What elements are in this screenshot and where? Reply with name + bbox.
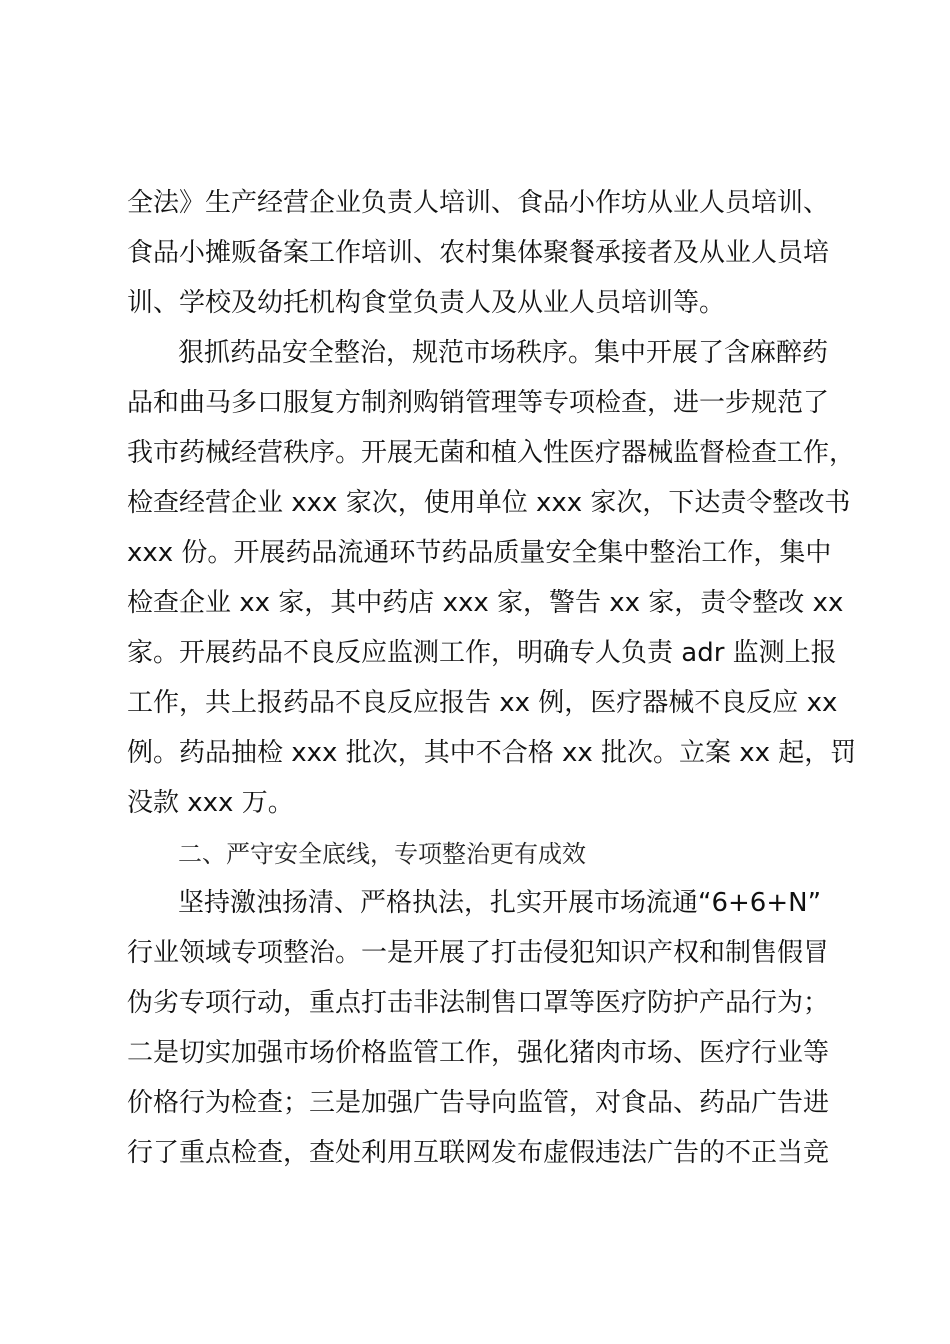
- text-line: 伪劣专项行动，重点打击非法制售口罩等医疗防护产品行为；: [127, 988, 830, 1018]
- text-line: 检查经营企业 xxx 家次，使用单位 xxx 家次，下达责令整改书: [127, 488, 851, 518]
- text-line: 价格行为检查；三是加强广告导向监管，对食品、药品广告进: [127, 1088, 830, 1118]
- text-line: 行业领域专项整治。一是开展了打击侵犯知识产权和制售假冒: [127, 938, 830, 968]
- text-line: 训、学校及幼托机构食堂负责人及从业人员培训等。: [127, 288, 726, 318]
- text-line: 食品小摊贩备案工作培训、农村集体聚餐承接者及从业人员培: [127, 238, 830, 268]
- text-line: 行了重点检查，查处利用互联网发布虚假违法广告的不正当竞: [127, 1138, 830, 1168]
- text-line: xxx 份。开展药品流通环节药品质量安全集中整治工作，集中: [127, 538, 832, 568]
- text-line: 例。药品抽检 xxx 批次，其中不合格 xx 批次。立案 xx 起，罚: [127, 738, 857, 768]
- text-line: 全法》生产经营企业负责人培训、食品小作坊从业人员培训、: [127, 188, 830, 218]
- text-line: 没款 xxx 万。: [127, 788, 294, 818]
- text-line: 坚持激浊扬清、严格执法，扎实开展市场流通“6+6+N”: [178, 888, 822, 918]
- text-line: 二是切实加强市场价格监管工作，强化猪肉市场、医疗行业等: [127, 1038, 830, 1068]
- text-line: 品和曲马多口服复方制剂购销管理等专项检查，进一步规范了: [127, 388, 830, 418]
- text-line: 工作，共上报药品不良反应报告 xx 例，医疗器械不良反应 xx: [127, 688, 838, 718]
- text-line: 狠抓药品安全整治，规范市场秩序。集中开展了含麻醉药: [178, 338, 829, 368]
- text-line: 我市药械经营秩序。开展无菌和植入性医疗器械监督检查工作，: [127, 438, 856, 468]
- section-heading: 二、严守安全底线，专项整治更有成效: [178, 840, 586, 868]
- text-line: 检查企业 xx 家，其中药店 xxx 家，警告 xx 家，责令整改 xx: [127, 588, 844, 618]
- text-line: 家。开展药品不良反应监测工作，明确专人负责 adr 监测上报: [127, 638, 837, 668]
